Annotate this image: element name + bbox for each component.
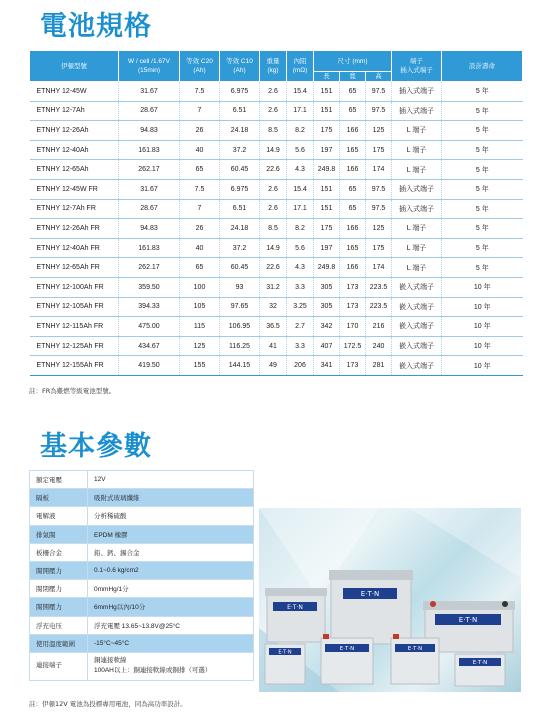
table-cell-weight: 32: [260, 297, 287, 317]
table-cell-wcell: 394.33: [119, 297, 180, 317]
table-cell-c20: 125: [180, 336, 220, 356]
table-cell-life: 5 年: [442, 121, 523, 141]
table-cell-l: 305: [314, 297, 340, 317]
param-value: 銅連接軟線 100AH以上：銅連接軟線或銅排（可選）: [88, 652, 254, 680]
table-cell-life: 5 年: [442, 101, 523, 121]
table-cell-w: 165: [340, 238, 366, 258]
battery-back-left: [265, 588, 327, 642]
table-cell-life: 10 年: [442, 297, 523, 317]
table-cell-c10: 37.2: [220, 140, 260, 160]
param-row: [30, 616, 254, 634]
header-terminal: 端子 插入式端子: [392, 51, 442, 82]
table-cell-terminal: 嵌入式端子: [392, 277, 442, 297]
table-cell-res: 4.3: [287, 258, 314, 278]
table-cell-terminal: 插入式端子: [392, 199, 442, 219]
table-cell-l: 407: [314, 336, 340, 356]
table-cell-c10: 93: [220, 277, 260, 297]
table-cell-w: 65: [340, 199, 366, 219]
table-cell-l: 249.8: [314, 258, 340, 278]
table-cell-c20: 40: [180, 238, 220, 258]
table-row: [30, 277, 523, 297]
table-cell-wcell: 28.67: [119, 199, 180, 219]
param-row: [30, 489, 254, 507]
table-cell-res: 2.7: [287, 317, 314, 337]
svg-text:E·T·N: E·T·N: [287, 604, 303, 611]
table-cell-wcell: 434.67: [119, 336, 180, 356]
table-cell-c20: 7.5: [180, 179, 220, 199]
param-row: [30, 561, 254, 579]
table-cell-weight: 14.9: [260, 238, 287, 258]
table-cell-life: 10 年: [442, 336, 523, 356]
table-cell-c20: 105: [180, 297, 220, 317]
table-cell-w: 166: [340, 219, 366, 239]
table-cell-l: 175: [314, 219, 340, 239]
table-cell-w: 170: [340, 317, 366, 337]
table-cell-wcell: 161.83: [119, 140, 180, 160]
table-cell-l: 151: [314, 199, 340, 219]
table-row: [30, 101, 523, 121]
table-row: [30, 82, 523, 102]
table-cell-c10: 116.25: [220, 336, 260, 356]
table-cell-wcell: 94.83: [119, 121, 180, 141]
table-cell-c20: 115: [180, 317, 220, 337]
table-cell-life: 10 年: [442, 356, 523, 376]
header-width: 寬: [340, 72, 366, 82]
table-cell-c20: 26: [180, 219, 220, 239]
table-cell-weight: 22.6: [260, 160, 287, 180]
table-cell-c20: 65: [180, 258, 220, 278]
parameter-table: [29, 470, 254, 681]
table-cell-life: 5 年: [442, 82, 523, 102]
param-row: [30, 525, 254, 543]
table-cell-res: 5.6: [287, 140, 314, 160]
table-cell-c20: 7.5: [180, 82, 220, 102]
battery-front-1: [265, 644, 305, 684]
svg-text:E·T·N: E·T·N: [278, 649, 292, 656]
table-cell-weight: 41: [260, 336, 287, 356]
table-cell-weight: 14.9: [260, 140, 287, 160]
table-row: [30, 238, 523, 258]
table-row: [30, 356, 523, 376]
table-cell-res: 8.2: [287, 219, 314, 239]
param-key: 使用溫度範圍: [30, 634, 88, 652]
table-cell-life: 5 年: [442, 238, 523, 258]
param-key: 板柵合金: [30, 543, 88, 561]
table-row: [30, 297, 523, 317]
table-cell-c20: 26: [180, 121, 220, 141]
svg-text:E·T·N: E·T·N: [472, 660, 488, 666]
table-cell-weight: 49: [260, 356, 287, 376]
param-row: [30, 652, 254, 680]
table-cell-c10: 97.65: [220, 297, 260, 317]
table-cell-l: 151: [314, 82, 340, 102]
table-cell-c10: 24.18: [220, 121, 260, 141]
table-cell-w: 166: [340, 121, 366, 141]
table-cell-w: 172.5: [340, 336, 366, 356]
table-cell-c20: 100: [180, 277, 220, 297]
table-cell-wcell: 262.17: [119, 258, 180, 278]
param-key: 閥開壓力: [30, 598, 88, 616]
table-cell-model: ETNHY 12-40Ah: [30, 140, 119, 160]
header-model: 伊頓型號: [30, 51, 119, 82]
param-value: 吸附式玻璃纖維: [88, 489, 254, 507]
table-cell-life: 5 年: [442, 258, 523, 278]
table-cell-weight: 2.6: [260, 82, 287, 102]
param-key: 浮充电压: [30, 616, 88, 634]
table-cell-h: 216: [366, 317, 392, 337]
table-row: [30, 140, 523, 160]
table-cell-terminal: L 端子: [392, 140, 442, 160]
table-cell-h: 97.5: [366, 179, 392, 199]
table-cell-w: 65: [340, 82, 366, 102]
table-cell-w: 173: [340, 277, 366, 297]
table-cell-terminal: L 端子: [392, 219, 442, 239]
battery-spec-table: [29, 50, 523, 376]
table-cell-h: 97.5: [366, 82, 392, 102]
table-cell-c20: 155: [180, 356, 220, 376]
table-cell-l: 341: [314, 356, 340, 376]
table-cell-c20: 7: [180, 199, 220, 219]
params-section-title: 基本參數: [40, 431, 152, 462]
table-cell-res: 3.3: [287, 277, 314, 297]
table-cell-res: 8.2: [287, 121, 314, 141]
table-cell-life: 10 年: [442, 277, 523, 297]
header-life: 設計壽命: [442, 51, 523, 82]
table-cell-life: 5 年: [442, 179, 523, 199]
table-cell-weight: 2.6: [260, 101, 287, 121]
battery-back-middle: [329, 570, 413, 644]
table-cell-weight: 31.2: [260, 277, 287, 297]
table-cell-wcell: 262.17: [119, 160, 180, 180]
svg-text:E·T·N: E·T·N: [407, 646, 423, 652]
table-cell-c10: 37.2: [220, 238, 260, 258]
header-size: 尺寸 (mm): [314, 51, 392, 72]
table-cell-res: 4.3: [287, 160, 314, 180]
param-key: 連接端子: [30, 652, 88, 680]
table-cell-l: 197: [314, 238, 340, 258]
table-cell-wcell: 475.00: [119, 317, 180, 337]
table-cell-weight: 2.6: [260, 179, 287, 199]
table-cell-life: 5 年: [442, 140, 523, 160]
table-cell-w: 65: [340, 179, 366, 199]
table-cell-c10: 60.45: [220, 160, 260, 180]
battery-front-3: [391, 634, 439, 684]
table-cell-h: 223.5: [366, 277, 392, 297]
param-value: 12V: [88, 471, 254, 489]
table-cell-weight: 8.5: [260, 219, 287, 239]
table-cell-terminal: L 端子: [392, 258, 442, 278]
table-cell-model: ETNHY 12-45W FR: [30, 179, 119, 199]
table-cell-life: 5 年: [442, 219, 523, 239]
table-cell-l: 175: [314, 121, 340, 141]
header-weight: 重量 (kg): [260, 51, 287, 82]
table-cell-wcell: 161.83: [119, 238, 180, 258]
table-cell-terminal: L 端子: [392, 121, 442, 141]
table-cell-weight: 22.6: [260, 258, 287, 278]
table-cell-c10: 6.51: [220, 199, 260, 219]
table-cell-c20: 65: [180, 160, 220, 180]
table-cell-terminal: 插入式端子: [392, 101, 442, 121]
table-cell-h: 125: [366, 121, 392, 141]
table-cell-res: 15.4: [287, 82, 314, 102]
table-cell-res: 3.3: [287, 336, 314, 356]
table-cell-h: 175: [366, 238, 392, 258]
table-cell-h: 97.5: [366, 199, 392, 219]
spec-footnote: 註：FR為難燃等級電池型號。: [29, 387, 116, 395]
svg-text:E·T·N: E·T·N: [339, 646, 355, 652]
table-cell-l: 342: [314, 317, 340, 337]
table-cell-model: ETNHY 12-45W: [30, 82, 119, 102]
table-cell-h: 174: [366, 160, 392, 180]
spec-section-title: 電池規格: [40, 11, 152, 42]
param-value: EPDM 橡膠: [88, 525, 254, 543]
table-cell-model: ETNHY 12-7Ah FR: [30, 199, 119, 219]
header-length: 長: [314, 72, 340, 82]
table-cell-wcell: 419.50: [119, 356, 180, 376]
table-cell-terminal: 嵌入式端子: [392, 356, 442, 376]
table-cell-l: 305: [314, 277, 340, 297]
table-cell-h: 223.5: [366, 297, 392, 317]
param-value: 分析稀硫酸: [88, 507, 254, 525]
table-cell-res: 17.1: [287, 199, 314, 219]
table-cell-model: ETNHY 12-65Ah FR: [30, 258, 119, 278]
table-cell-c10: 60.45: [220, 258, 260, 278]
battery-front-2: [321, 634, 373, 684]
table-cell-h: 175: [366, 140, 392, 160]
param-value: 0.1~0.6 kg/cm2: [88, 561, 254, 579]
table-cell-terminal: L 端子: [392, 160, 442, 180]
table-cell-c10: 6.51: [220, 101, 260, 121]
table-row: [30, 179, 523, 199]
table-cell-w: 65: [340, 101, 366, 121]
table-cell-model: ETNHY 12-65Ah: [30, 160, 119, 180]
param-value: 6mmHg以內/10分: [88, 598, 254, 616]
header-wcell: W / cell /1.67V (15min): [119, 51, 180, 82]
table-cell-h: 281: [366, 356, 392, 376]
table-cell-wcell: 28.67: [119, 101, 180, 121]
table-cell-weight: 2.6: [260, 199, 287, 219]
param-key: 排氣閥: [30, 525, 88, 543]
table-cell-l: 249.8: [314, 160, 340, 180]
header-resistance: 內阻 (mΩ): [287, 51, 314, 82]
param-row: [30, 507, 254, 525]
table-cell-c10: 24.18: [220, 219, 260, 239]
table-cell-terminal: 插入式端子: [392, 82, 442, 102]
param-value: 鉛、鈣、錫合金: [88, 543, 254, 561]
param-key: 額定電壓: [30, 471, 88, 489]
param-key: 隔板: [30, 489, 88, 507]
table-cell-c10: 106.95: [220, 317, 260, 337]
table-cell-model: ETNHY 12-26Ah: [30, 121, 119, 141]
table-cell-model: ETNHY 12-155Ah FR: [30, 356, 119, 376]
table-row: [30, 121, 523, 141]
table-cell-w: 166: [340, 258, 366, 278]
battery-front-4: [455, 654, 505, 686]
table-cell-weight: 8.5: [260, 121, 287, 141]
param-row: [30, 634, 254, 652]
table-cell-res: 17.1: [287, 101, 314, 121]
svg-text:E·T·N: E·T·N: [458, 616, 478, 624]
svg-text:E·T·N: E·T·N: [360, 590, 380, 598]
header-height: 高: [366, 72, 392, 82]
table-cell-model: ETNHY 12-105Ah FR: [30, 297, 119, 317]
table-cell-c10: 6.975: [220, 179, 260, 199]
param-key: 閥開壓力: [30, 561, 88, 579]
table-cell-w: 165: [340, 140, 366, 160]
table-cell-model: ETNHY 12-100Ah FR: [30, 277, 119, 297]
table-cell-w: 173: [340, 297, 366, 317]
table-cell-w: 166: [340, 160, 366, 180]
table-cell-l: 151: [314, 179, 340, 199]
table-cell-terminal: 插入式端子: [392, 179, 442, 199]
param-row: [30, 598, 254, 616]
battery-product-photo: [259, 508, 521, 692]
table-cell-wcell: 31.67: [119, 82, 180, 102]
table-cell-model: ETNHY 12-125Ah FR: [30, 336, 119, 356]
table-cell-wcell: 31.67: [119, 179, 180, 199]
table-row: [30, 219, 523, 239]
table-cell-model: ETNHY 12-7Ah: [30, 101, 119, 121]
table-cell-h: 240: [366, 336, 392, 356]
table-cell-life: 10 年: [442, 317, 523, 337]
param-key: 閥閉壓力: [30, 580, 88, 598]
table-cell-h: 97.5: [366, 101, 392, 121]
table-row: [30, 317, 523, 337]
battery-illustration: [259, 508, 521, 692]
table-cell-c10: 6.975: [220, 82, 260, 102]
table-cell-l: 197: [314, 140, 340, 160]
param-row: [30, 471, 254, 489]
table-cell-weight: 36.5: [260, 317, 287, 337]
table-row: [30, 160, 523, 180]
table-cell-wcell: 94.83: [119, 219, 180, 239]
table-cell-res: 3.25: [287, 297, 314, 317]
table-row: [30, 336, 523, 356]
param-row: [30, 580, 254, 598]
table-cell-res: 206: [287, 356, 314, 376]
table-cell-terminal: L 端子: [392, 238, 442, 258]
table-cell-life: 5 年: [442, 199, 523, 219]
table-cell-terminal: 嵌入式端子: [392, 297, 442, 317]
param-value: 浮充電壓 13.65~13.8V@25°C: [88, 616, 254, 634]
table-cell-model: ETNHY 12-115Ah FR: [30, 317, 119, 337]
table-cell-c20: 7: [180, 101, 220, 121]
table-cell-c10: 144.15: [220, 356, 260, 376]
table-cell-wcell: 359.50: [119, 277, 180, 297]
table-cell-model: ETNHY 12-40Ah FR: [30, 238, 119, 258]
table-row: [30, 199, 523, 219]
param-value: 0mmHg/1分: [88, 580, 254, 598]
header-c10: 等效 C10 (Ah): [220, 51, 260, 82]
table-cell-w: 173: [340, 356, 366, 376]
param-value: -15°C~45°C: [88, 634, 254, 652]
param-row: [30, 543, 254, 561]
table-cell-res: 5.6: [287, 238, 314, 258]
table-cell-l: 151: [314, 101, 340, 121]
table-row: [30, 258, 523, 278]
table-cell-h: 174: [366, 258, 392, 278]
table-cell-model: ETNHY 12-26Ah FR: [30, 219, 119, 239]
table-cell-terminal: 嵌入式端子: [392, 317, 442, 337]
params-footnote: 註：伊頓12V 電池為投標專用電池，同為高功率設計。: [29, 700, 187, 708]
table-cell-res: 15.4: [287, 179, 314, 199]
table-cell-c20: 40: [180, 140, 220, 160]
table-cell-h: 125: [366, 219, 392, 239]
table-cell-terminal: 嵌入式端子: [392, 336, 442, 356]
header-c20: 等效 C20 (Ah): [180, 51, 220, 82]
param-key: 電解液: [30, 507, 88, 525]
table-cell-life: 5 年: [442, 160, 523, 180]
